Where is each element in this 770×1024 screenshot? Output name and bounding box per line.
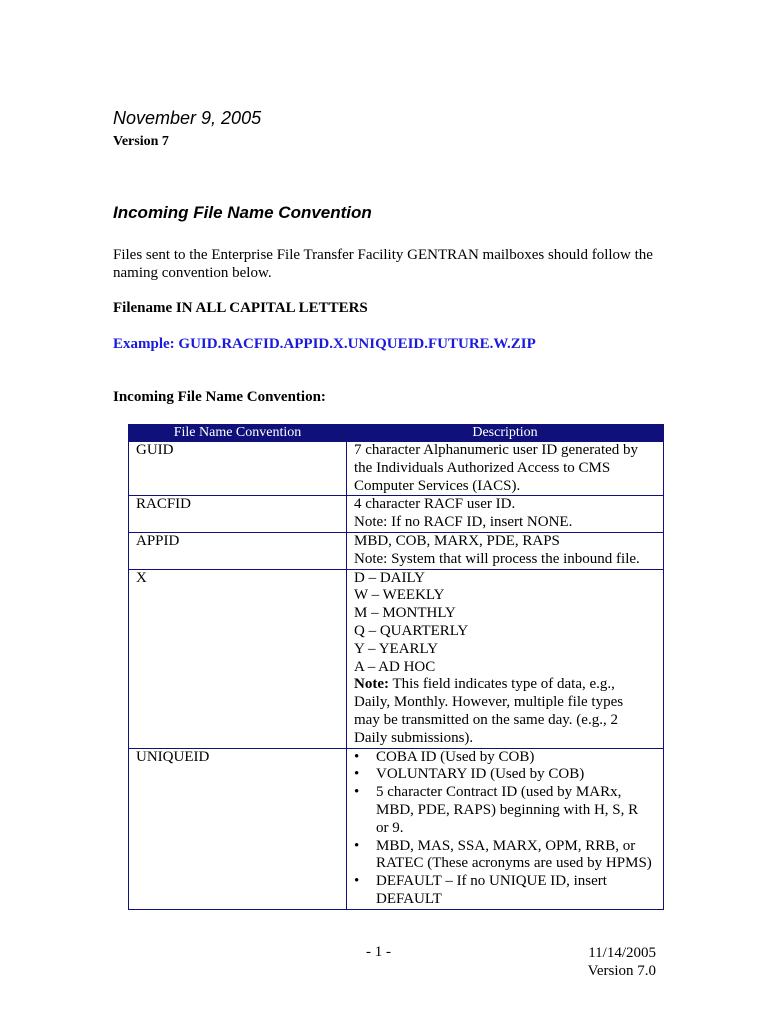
- bullet-text: MBD, MAS, SSA, MARX, OPM, RRB, or: [376, 837, 636, 854]
- table-row: [129, 748, 664, 909]
- table-row: [129, 442, 664, 496]
- note-label: Note:: [354, 676, 389, 693]
- table-header-row: [129, 425, 664, 442]
- description-line: Computer Services (IACS).: [354, 477, 521, 494]
- frequency-line: Q – QUARTERLY: [354, 622, 469, 639]
- bullet-icon: •: [354, 784, 360, 801]
- description-line: the Individuals Authorized Access to CMS: [354, 459, 611, 476]
- bullet-item: [354, 766, 660, 784]
- convention-table: [128, 424, 664, 910]
- footer-version: Version 7.0: [587, 963, 656, 979]
- row-description: [347, 569, 664, 748]
- row-description: [347, 748, 664, 909]
- footer-info: [588, 944, 656, 980]
- intro-paragraph: Files sent to the Enterprise File Transfer Facility GENTRAN mailboxes should follow the naming convention below.: [113, 247, 653, 281]
- frequency-line: D – DAILY: [354, 569, 425, 586]
- bullet-text: RATEC (These acronyms are used by HPMS): [376, 855, 652, 872]
- filename-example: Example: GUID.RACFID.APPID.X.UNIQUEID.FUTURE.W.ZIP: [113, 336, 536, 352]
- row-name: APPID: [129, 532, 347, 569]
- row-name: GUID: [129, 442, 347, 496]
- description-line: Note: System that will process the inbound file.: [354, 550, 640, 567]
- description-line: Note: If no RACF ID, insert NONE.: [354, 514, 573, 531]
- capitals-note: Filename IN ALL CAPITAL LETTERS: [113, 300, 368, 316]
- frequency-line: M – MONTHLY: [354, 605, 456, 622]
- bullet-icon: •: [354, 873, 360, 890]
- bullet-item: [354, 784, 660, 837]
- bullet-text: VOLUNTARY ID (Used by COB): [376, 766, 585, 783]
- note-line: Daily submissions).: [354, 729, 474, 746]
- document-version: Version 7: [113, 134, 169, 149]
- bullet-item: [354, 873, 660, 909]
- table-row: [129, 532, 664, 569]
- bullet-icon: •: [354, 837, 360, 854]
- description-line: 7 character Alphanumeric user ID generated by: [354, 442, 639, 458]
- header-description: Description: [347, 425, 664, 442]
- header-convention: File Name Convention: [129, 425, 347, 442]
- note-line: Daily, Monthly. However, multiple file types: [354, 694, 624, 711]
- row-name: X: [129, 569, 347, 748]
- footer-date: 11/14/2005: [588, 945, 656, 961]
- bullet-item: [354, 838, 660, 874]
- row-description: [347, 496, 664, 533]
- note-line: [354, 676, 660, 694]
- bullet-text: MBD, PDE, RAPS) beginning with H, S, R: [376, 801, 639, 818]
- bullet-icon: •: [354, 766, 360, 783]
- description-line: MBD, COB, MARX, PDE, RAPS: [354, 532, 560, 549]
- bullet-icon: •: [354, 748, 360, 765]
- page-number: - 1 -: [366, 944, 391, 960]
- table-title: Incoming File Name Convention:: [113, 389, 326, 405]
- bullet-text: DEFAULT – If no UNIQUE ID, insert: [376, 873, 607, 890]
- bullet-text: or 9.: [376, 819, 404, 836]
- row-name: RACFID: [129, 496, 347, 533]
- row-name: UNIQUEID: [129, 748, 347, 909]
- table-row: [129, 569, 664, 748]
- frequency-line: A – AD HOC: [354, 658, 436, 675]
- frequency-line: Y – YEARLY: [354, 640, 439, 657]
- row-description: [347, 442, 664, 496]
- bullet-text: COBA ID (Used by COB): [376, 748, 535, 765]
- document-date: November 9, 2005: [113, 108, 262, 128]
- description-line: 4 character RACF user ID.: [354, 496, 516, 513]
- section-heading: Incoming File Name Convention: [113, 203, 372, 222]
- row-description: [347, 532, 664, 569]
- note-text: This field indicates type of data, e.g.,: [388, 676, 615, 693]
- bullet-item: [354, 749, 660, 767]
- frequency-line: W – WEEKLY: [354, 587, 445, 604]
- table-row: [129, 496, 664, 533]
- bullet-text: DEFAULT: [376, 890, 442, 907]
- note-line: may be transmitted on the same day. (e.g., 2: [354, 711, 618, 728]
- bullet-text: 5 character Contract ID (used by MARx,: [376, 784, 622, 801]
